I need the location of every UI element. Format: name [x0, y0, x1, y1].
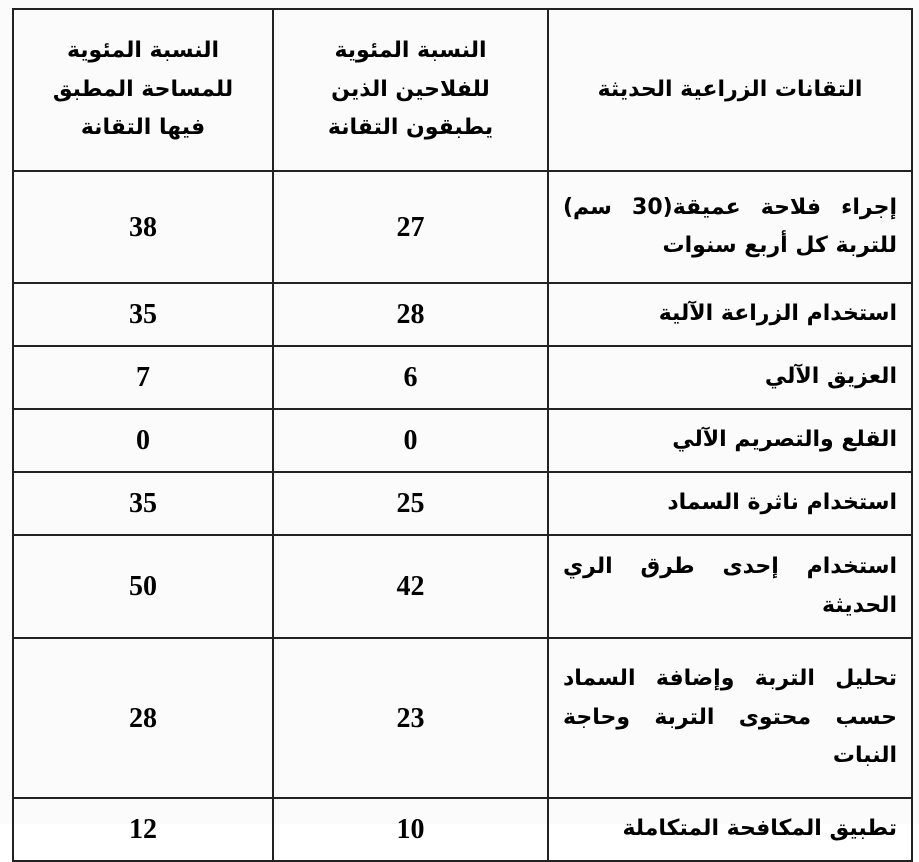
- area-percent-cell: 35: [13, 472, 273, 535]
- area-percent-cell: 28: [13, 638, 273, 798]
- table-header-row: [13, 9, 912, 171]
- header-farmers-percent: النسبة المئوية للفلاحين الذين يطبقون التقانة: [273, 9, 548, 171]
- techniques-table: [12, 8, 913, 862]
- area-percent-cell: 0: [13, 409, 273, 472]
- table-row: [13, 409, 912, 472]
- table-row: [13, 472, 912, 535]
- area-percent-cell: 38: [13, 171, 273, 283]
- farmers-percent-cell: 28: [273, 283, 548, 346]
- farmers-percent-cell: 6: [273, 346, 548, 409]
- technique-cell: العزيق الآلي: [548, 346, 912, 409]
- farmers-percent-cell: 0: [273, 409, 548, 472]
- technique-cell: تحليل التربة وإضافة السماد حسب محتوى التربة وحاجة النبات: [548, 638, 912, 798]
- technique-cell: إجراء فلاحة عميقة(30 سم) للتربة كل أربع سنوات: [548, 171, 912, 283]
- area-percent-cell: 50: [13, 535, 273, 638]
- technique-cell: استخدام الزراعة الآلية: [548, 283, 912, 346]
- area-percent-cell: 35: [13, 283, 273, 346]
- farmers-percent-cell: 42: [273, 535, 548, 638]
- table-row: [13, 638, 912, 798]
- area-percent-cell: 7: [13, 346, 273, 409]
- farmers-percent-cell: 25: [273, 472, 548, 535]
- table-row: [13, 283, 912, 346]
- farmers-percent-cell: 27: [273, 171, 548, 283]
- farmers-percent-cell: 10: [273, 798, 548, 861]
- technique-cell: تطبيق المكافحة المتكاملة: [548, 798, 912, 861]
- area-percent-cell: 12: [13, 798, 273, 861]
- technique-cell: استخدام إحدى طرق الري الحديثة: [548, 535, 912, 638]
- table-row: [13, 171, 912, 283]
- table-row: [13, 535, 912, 638]
- farmers-percent-cell: 23: [273, 638, 548, 798]
- technique-cell: استخدام ناثرة السماد: [548, 472, 912, 535]
- header-area-percent: النسبة المئوية للمساحة المطبق فيها التقانة: [13, 9, 273, 171]
- header-technique: التقانات الزراعية الحديثة: [548, 9, 912, 171]
- table-row: [13, 798, 912, 861]
- table-row: [13, 346, 912, 409]
- technique-cell: القلع والتصريم الآلي: [548, 409, 912, 472]
